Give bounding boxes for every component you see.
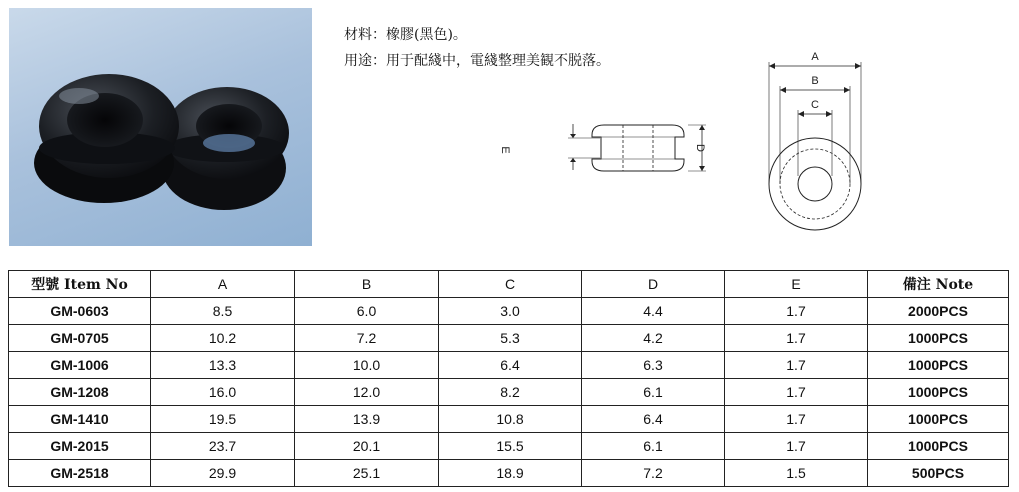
cell-e: 1.7 xyxy=(725,379,868,406)
top-label-c: C xyxy=(811,99,819,111)
cell-b: 6.0 xyxy=(295,298,439,325)
top-label-b: B xyxy=(811,75,819,87)
cell-item-no: GM-0603 xyxy=(9,298,151,325)
header-d: D xyxy=(582,271,725,298)
table-header-row xyxy=(9,271,1009,298)
table-row xyxy=(9,433,1009,460)
grommet-photo-illustration xyxy=(9,8,312,246)
cell-d: 7.2 xyxy=(582,460,725,487)
cell-c: 3.0 xyxy=(439,298,582,325)
cell-a: 19.5 xyxy=(151,406,295,433)
top-label-a: A xyxy=(811,51,819,63)
cell-d: 6.1 xyxy=(582,379,725,406)
cell-d: 4.2 xyxy=(582,325,725,352)
cell-e: 1.7 xyxy=(725,298,868,325)
cell-item-no: GM-0705 xyxy=(9,325,151,352)
cell-e: 1.7 xyxy=(725,433,868,460)
cell-item-no: GM-1006 xyxy=(9,352,151,379)
header-item-no: 型號 Item No xyxy=(9,271,151,298)
cell-d: 6.4 xyxy=(582,406,725,433)
table-row xyxy=(9,460,1009,487)
side-view-diagram xyxy=(488,110,728,190)
side-label-e: E xyxy=(499,146,511,154)
product-photo xyxy=(9,8,312,246)
cell-item-no: GM-2518 xyxy=(9,460,151,487)
header-a: A xyxy=(151,271,295,298)
cell-note: 2000PCS xyxy=(868,298,1009,325)
cell-b: 13.9 xyxy=(295,406,439,433)
top-view-diagram xyxy=(760,44,870,234)
cell-b: 25.1 xyxy=(295,460,439,487)
usage-text: 用途：用于配綫中，電綫整理美観不脱落。 xyxy=(344,53,610,69)
table-row xyxy=(9,352,1009,379)
cell-a: 16.0 xyxy=(151,379,295,406)
cell-c: 18.9 xyxy=(439,460,582,487)
cell-c: 10.8 xyxy=(439,406,582,433)
cell-b: 7.2 xyxy=(295,325,439,352)
cell-b: 20.1 xyxy=(295,433,439,460)
spec-block xyxy=(344,22,610,74)
cell-e: 1.7 xyxy=(725,352,868,379)
cell-c: 15.5 xyxy=(439,433,582,460)
cell-d: 6.3 xyxy=(582,352,725,379)
cell-note: 1000PCS xyxy=(868,352,1009,379)
header-c: C xyxy=(439,271,582,298)
spec-table xyxy=(8,270,1009,487)
cell-note: 500PCS xyxy=(868,460,1009,487)
cell-e: 1.7 xyxy=(725,325,868,352)
table-row xyxy=(9,406,1009,433)
cell-d: 6.1 xyxy=(582,433,725,460)
header-e: E xyxy=(725,271,868,298)
cell-note: 1000PCS xyxy=(868,406,1009,433)
cell-b: 12.0 xyxy=(295,379,439,406)
cell-item-no: GM-1410 xyxy=(9,406,151,433)
table-row xyxy=(9,379,1009,406)
cell-note: 1000PCS xyxy=(868,325,1009,352)
header-b: B xyxy=(295,271,439,298)
cell-c: 5.3 xyxy=(439,325,582,352)
cell-item-no: GM-1208 xyxy=(9,379,151,406)
cell-c: 6.4 xyxy=(439,352,582,379)
cell-item-no: GM-2015 xyxy=(9,433,151,460)
table-row xyxy=(9,325,1009,352)
cell-e: 1.5 xyxy=(725,460,868,487)
cell-d: 4.4 xyxy=(582,298,725,325)
cell-a: 8.5 xyxy=(151,298,295,325)
cell-c: 8.2 xyxy=(439,379,582,406)
cell-a: 10.2 xyxy=(151,325,295,352)
cell-a: 23.7 xyxy=(151,433,295,460)
cell-b: 10.0 xyxy=(295,352,439,379)
header-note: 備注 Note xyxy=(868,271,1009,298)
cell-a: 29.9 xyxy=(151,460,295,487)
material-text: 材料：橡膠(黑色)。 xyxy=(344,27,467,43)
cell-note: 1000PCS xyxy=(868,433,1009,460)
side-label-d: D xyxy=(694,144,706,152)
table-row xyxy=(9,298,1009,325)
cell-e: 1.7 xyxy=(725,406,868,433)
cell-a: 13.3 xyxy=(151,352,295,379)
cell-note: 1000PCS xyxy=(868,379,1009,406)
